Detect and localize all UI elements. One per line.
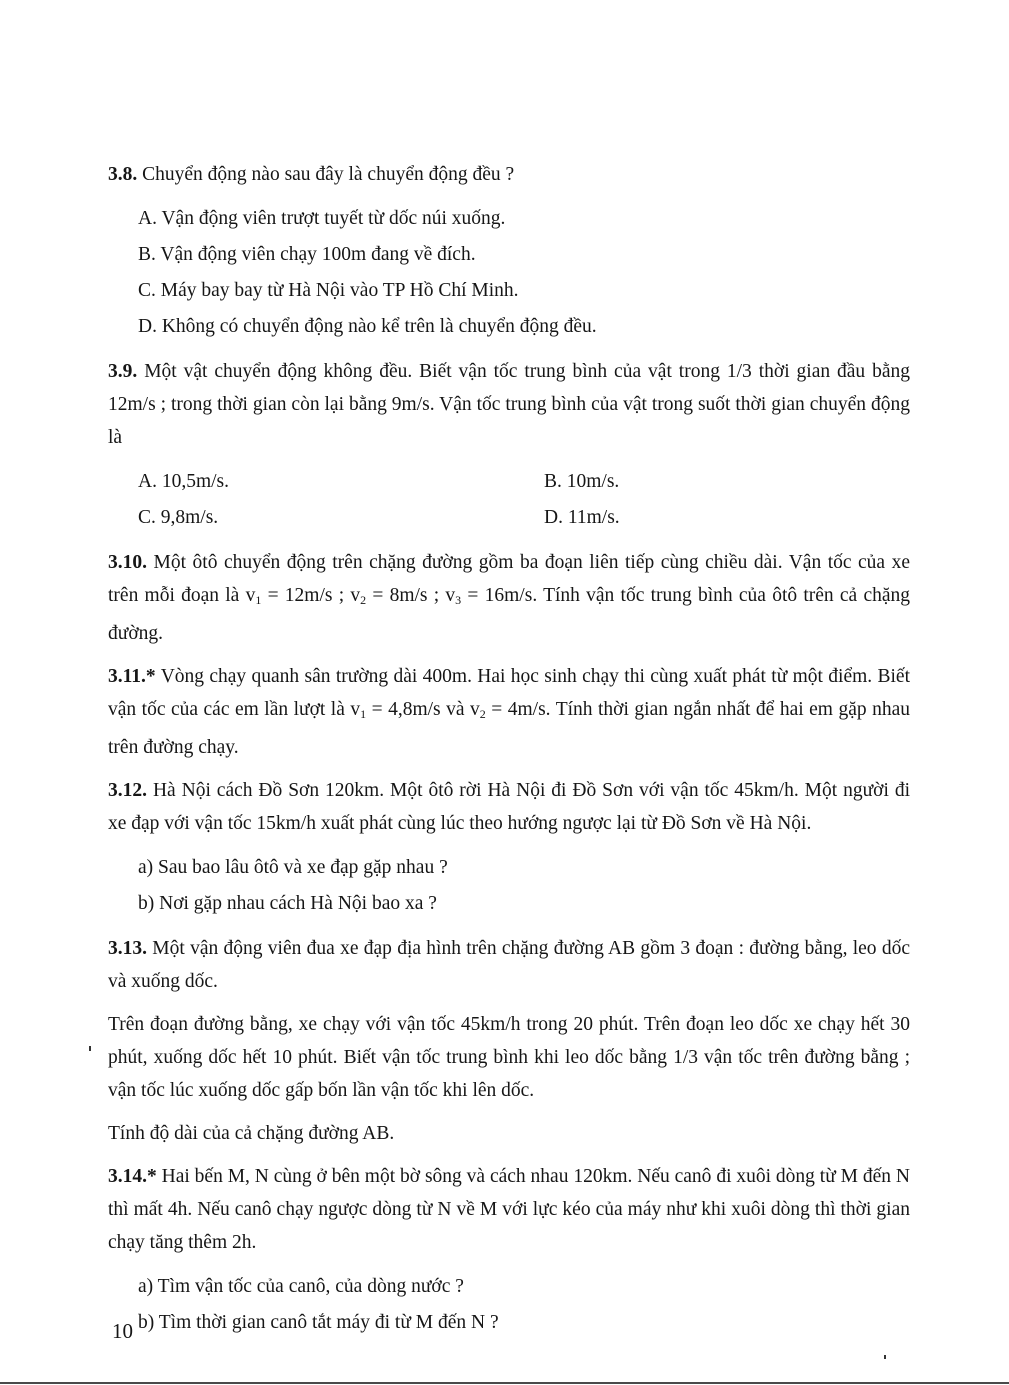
scan-speck bbox=[89, 1046, 91, 1051]
option-b: B. Vận động viên chạy 100m đang về đích. bbox=[138, 244, 476, 265]
problem-number: 3.14.* bbox=[108, 1166, 157, 1187]
option-b: B. 10m/s. bbox=[544, 471, 620, 492]
problem-number: 3.8. bbox=[108, 164, 138, 185]
problem-text-4: = 16m/s. Tính vận tốc trung bình của ôtô trên cả chặng đường. bbox=[108, 585, 911, 644]
problem-3-12-questions bbox=[108, 850, 910, 922]
option-a: A. 10,5m/s. bbox=[138, 471, 230, 492]
option-a: A. Vận động viên trượt tuyết từ dốc núi xuống. bbox=[138, 208, 506, 229]
problem-3-9 bbox=[108, 355, 910, 454]
problem-number: 3.13. bbox=[108, 938, 147, 959]
subscript-3: 3 bbox=[455, 593, 462, 607]
subscript-2: 2 bbox=[360, 593, 367, 607]
problem-3-12 bbox=[108, 774, 910, 840]
problem-text-1: Một ôtô chuyển động trên chặng đường gồm ba đoạn liên tiếp cùng chiều dài. Vận tốc của xe trên mỗi đoạn là v bbox=[108, 552, 910, 606]
option-c: C. 9,8m/s. bbox=[138, 507, 219, 528]
subscript-2: 2 bbox=[479, 707, 486, 721]
problem-text: Hà Nội cách Đồ Sơn 120km. Một ôtô rời Hà Nội đi Đồ Sơn với vận tốc 45km/h. Một người đi xe đạp với vận tốc 15km/h xuất phát cùng lúc theo hướng ngược lại từ Đồ Sơn về Hà Nội. bbox=[108, 780, 910, 834]
problem-3-8-options bbox=[108, 201, 910, 345]
option-c: C. Máy bay bay từ Hà Nội vào TP Hồ Chí Minh. bbox=[138, 280, 519, 301]
scan-speck bbox=[884, 1355, 886, 1359]
problem-text: Một vận động viên đua xe đạp địa hình trên chặng đường AB gồm 3 đoạn : đường bằng, leo dốc và xuống dốc. bbox=[108, 938, 910, 992]
page-number: 10 bbox=[112, 1319, 133, 1343]
problem-number: 3.12. bbox=[108, 780, 147, 801]
problem-3-9-options bbox=[108, 464, 910, 536]
problem-3-10 bbox=[108, 546, 910, 650]
question-b: b) Nơi gặp nhau cách Hà Nội bao xa ? bbox=[138, 893, 437, 914]
problem-3-14-questions bbox=[108, 1269, 910, 1341]
problem-3-14 bbox=[108, 1160, 910, 1259]
problem-text: Một vật chuyển động không đều. Biết vận tốc trung bình của vật trong 1/3 thời gian đầu bằng 12m/s ; trong thời gian còn lại bằng 9m/s. Vận tốc trung bình của vật trong suốt thời gian chuyển động là bbox=[108, 361, 911, 448]
question-a: a) Sau bao lâu ôtô và xe đạp gặp nhau ? bbox=[138, 857, 448, 878]
problem-number: 3.9. bbox=[108, 361, 138, 382]
problem-text-2: = 12m/s ; v bbox=[261, 585, 361, 606]
question-a: a) Tìm vận tốc của canô, của dòng nước ? bbox=[138, 1276, 464, 1297]
problem-3-13-paragraph-2: Trên đoạn đường bằng, xe chạy với vận tốc 45km/h trong 20 phút. Trên đoạn leo dốc xe chạy hết 30 phút, xuống dốc hết 10 phút. Biết vận tốc trung bình khi leo dốc bằng 1/3 vận tốc trên đường bằng ; vận tốc lúc xuống dốc gấp bốn lần vận tốc khi lên dốc. bbox=[108, 1014, 910, 1101]
problem-number: 3.11.* bbox=[108, 666, 156, 687]
question-b: b) Tìm thời gian canô tắt máy đi từ M đến N ? bbox=[138, 1312, 499, 1333]
problem-number: 3.10. bbox=[108, 552, 147, 573]
problem-text-3: = 4m/s. Tính thời gian ngắn nhất để hai em gặp nhau trên đường chạy. bbox=[108, 699, 910, 758]
problem-text-1: Vòng chạy quanh sân trường dài 400m. Hai học sinh chạy thi cùng xuất phát từ một điểm. Biết vận tốc của các em lần lượt là v bbox=[108, 666, 910, 720]
option-d: D. Không có chuyển động nào kể trên là chuyển động đều. bbox=[138, 316, 597, 337]
option-d: D. 11m/s. bbox=[544, 507, 620, 528]
page-bottom-edge bbox=[0, 1382, 1009, 1384]
page-content bbox=[108, 158, 910, 1351]
problem-text-2: = 4,8m/s và v bbox=[366, 699, 480, 720]
problem-3-11 bbox=[108, 660, 910, 764]
subscript-1: 1 bbox=[360, 707, 367, 721]
problem-3-13 bbox=[108, 932, 910, 998]
problem-3-8 bbox=[108, 158, 910, 191]
problem-text: Hai bến M, N cùng ở bên một bờ sông và cách nhau 120km. Nếu canô đi xuôi dòng từ M đến N thì mất 4h. Nếu canô chạy ngược dòng từ N về M với lực kéo của máy như khi xuôi dòng thì thời gian chạy tăng thêm 2h. bbox=[108, 1166, 911, 1253]
problem-text: Chuyển động nào sau đây là chuyển động đều ? bbox=[142, 164, 515, 185]
subscript-1: 1 bbox=[255, 593, 262, 607]
problem-3-13-paragraph-3: Tính độ dài của cả chặng đường AB. bbox=[108, 1123, 395, 1144]
problem-text-3: = 8m/s ; v bbox=[366, 585, 456, 606]
